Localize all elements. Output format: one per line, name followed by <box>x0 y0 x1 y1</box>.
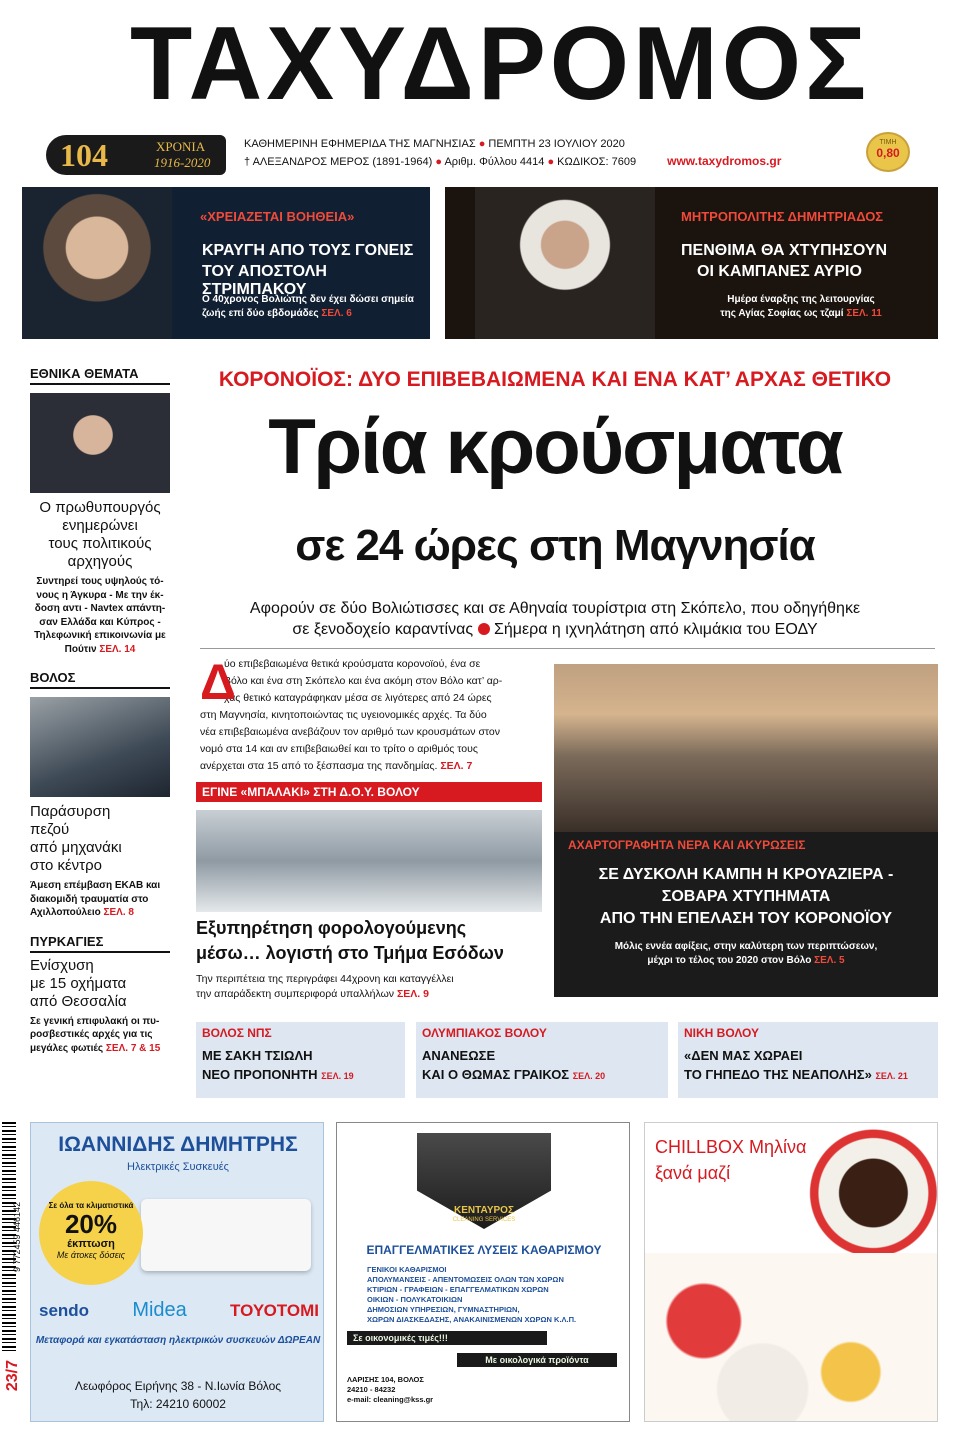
issue-number: Αριθμ. Φύλλου 4414 <box>444 156 545 168</box>
lead-deck-2b: Σήμερα η ιχνηλάτηση από κλιμάκια του ΕΟΔΥ <box>493 621 818 638</box>
sports-box-1[interactable] <box>196 1022 405 1098</box>
lead-kicker: ΚΟΡΟΝΟΪΟΣ: ΔΥΟ ΕΠΙΒΕΒΑΙΩΜΕΝΑ ΚΑΙ ΕΝΑ ΚΑΤ’ ΑΡΧΑΣ ΘΕΤΙΚΟ <box>218 368 892 391</box>
brand-sendo-logo: sendo <box>39 1300 90 1320</box>
brand-midea-logo: Midea <box>132 1299 187 1321</box>
ad-ioannidis[interactable] <box>30 1122 324 1422</box>
lead-body-line-1: ύο επιβεβαιωμένα θετικά κρούσματα κορονοϊού, ένα σε <box>224 658 481 670</box>
price-badge <box>866 132 910 172</box>
air-conditioner-image <box>141 1199 311 1271</box>
tax-body <box>196 972 544 1002</box>
paper-description: ΚΑΘΗΜΕΡΙΝΗ ΕΦΗΜΕΡΙΔΑ ΤΗΣ ΜΑΓΝΗΣΙΑΣ <box>244 138 476 150</box>
top-story-1-body-1: Ο 40χρονος Βολιώτης δεν έχει δώσει σημεία <box>202 294 414 305</box>
newspaper-title: ΤΑΧΥΔΡΟΜΟΣ <box>129 6 871 122</box>
years-badge <box>46 135 226 175</box>
sports-1-line-2: ΝΕΟ ΠΡΟΠΟΝΗΤΗ <box>202 1067 318 1082</box>
sidebar-3-headline-line: Ενίσχυση <box>30 956 94 974</box>
ad3-line-2: ξανά μαζί <box>655 1163 731 1183</box>
website-link[interactable]: www.taxydromos.gr <box>667 154 782 168</box>
lead-deck <box>176 598 934 640</box>
sports-2-kicker: ΟΛΥΜΠΙΑΚΟΣ ΒΟΛΟΥ <box>422 1026 547 1040</box>
tax-body-1: Την περιπέτεια της περιγράφει 44χρονη και καταγγέλλει <box>196 973 454 985</box>
sidebar-1-headline-line: τους πολιτικούς <box>48 535 152 552</box>
ad1-badge-mid: έκπτωση <box>67 1238 115 1250</box>
tax-page: ΣΕΛ. 9 <box>396 988 429 1000</box>
sidebar-2-headline-line: στο κέντρο <box>30 857 102 874</box>
cruise-ship-photo <box>554 664 938 832</box>
cruise-kicker: ΑΧΑΡΤΟΓΡΑΦΗΤΑ ΝΕΡΑ ΚΑΙ ΑΚΥΡΩΣΕΙΣ <box>568 838 806 852</box>
cruise-story[interactable] <box>554 664 938 997</box>
sports-2-page: ΣΕΛ. 20 <box>572 1071 606 1081</box>
sidebar-2-body-line: διακομιδή τραυματία στο <box>30 893 149 905</box>
sidebar-3-headline-line: με 15 οχήματα <box>30 974 127 992</box>
lead-headline-1[interactable]: Τρία κρούσματα <box>268 402 842 490</box>
ad1-note: Μεταφορά και εγκατάσταση ηλεκτρικών συσκευών ΔΩΡΕΑΝ <box>35 1335 321 1346</box>
lead-deck-1: Αφορούν σε δύο Βολιώτισσες και σε Αθηναία τουρίστρια στη Σκόπελο, που οδηγήθηκε <box>249 600 861 617</box>
ad1-badge-bottom: Με άτοκες δόσεις <box>56 1250 126 1260</box>
sports-1-line-1: ΜΕ ΣΑΚΗ ΤΣΙΩΛΗ <box>202 1048 313 1063</box>
ad2-service-item: ΑΠΟΛΥΜΑΝΣΕΙΣ - ΑΠΕΝΤΟΜΩΣΕΙΣ ΟΛΩΝ ΤΩΝ ΧΩΡΩΝ <box>367 1275 564 1284</box>
sidebar-1-headline[interactable] <box>30 499 170 571</box>
cruise-headline-2: ΣΟΒΑΡΑ ΧΤΥΠΗΜΑΤΑ <box>661 888 831 905</box>
tax-office-photo <box>196 810 542 912</box>
top-story-1-kicker: «ΧΡΕΙΑΖΕΤΑΙ ΒΟΗΘΕΙΑ» <box>200 209 355 224</box>
sports-1-page: ΣΕΛ. 19 <box>321 1071 354 1081</box>
sidebar-1-page: ΣΕΛ. 14 <box>99 643 136 655</box>
sidebar-2-body-line: Άμεση επέμβαση ΕΚΑΒ και <box>30 880 161 891</box>
top-story-1-body <box>202 293 414 321</box>
ad2-bar-2: Με οικολογικά προϊόντα <box>457 1353 617 1367</box>
sidebar-1-body-line: Συντηρεί τους υψηλούς τό- <box>36 576 164 587</box>
ad2-service-item: ΔΗΜΟΣΙΩΝ ΥΠΗΡΕΣΙΩΝ, ΓΥΜΝΑΣΤΗΡΙΩΝ, <box>367 1305 520 1314</box>
lead-body-line-7: ανέρχεται στα 15 από το ξέσπασμα της πανδημίας. <box>200 760 438 772</box>
lead-body-line-4: στη Μαγνησία, κινητοποιώντας τις υγειονομικές αρχές. Τα δύο <box>200 709 487 721</box>
sidebar-1-body <box>30 575 170 656</box>
barcode-date: 23/7 <box>4 1360 21 1392</box>
ad1-badge-percent: 20% <box>64 1209 118 1239</box>
sports-2-line-2: ΚΑΙ Ο ΘΩΜΑΣ ΓΡΑΙΚΟΣ <box>422 1067 570 1082</box>
ad1-address: Λεωφόρος Ειρήνης 38 - Ν.Ιωνία Βόλος <box>74 1379 282 1393</box>
sports-3-line-1: «ΔΕΝ ΜΑΣ ΧΩΡΑΕΙ <box>684 1048 803 1063</box>
sidebar-section-national: ΕΘΝΙΚΑ ΘΕΜΑΤΑ <box>30 366 170 385</box>
lead-body <box>200 656 538 775</box>
top-story-1-page: ΣΕΛ. 6 <box>321 308 352 319</box>
sports-3-line-2: ΤΟ ΓΗΠΕΔΟ ΤΗΣ ΝΕΑΠΟΛΗΣ» <box>684 1067 872 1082</box>
sidebar-3-body <box>30 1015 170 1056</box>
masthead-info: ΚΑΘΗΜΕΡΙΝΗ ΕΦΗΜΕΡΙΔΑ ΤΗΣ ΜΑΓΝΗΣΙΑΣ ● ΠΕΜΠΤΗ 23 ΙΟΥΛΙΟΥ 2020 † ΑΛΕΞΑΝΔΡΟΣ ΜΕΡΟΣ (1891-1964) ● Αριθμ. Φύλλου 4414 ● ΚΩΔΙΚΟΣ: 7609 www.taxydromos.gr <box>244 138 782 168</box>
top-story-2[interactable] <box>445 187 938 339</box>
lead-body-line-2: Βόλο και ένα στη Σκόπελο και ένα ακόμη στον Βόλο κατ’ αρ- <box>224 675 503 687</box>
top-story-1-body-2: ζωής επί δύο εβδομάδες <box>202 308 319 319</box>
cruise-body <box>554 940 938 968</box>
price-label: ΤΙΜΗ <box>879 139 897 146</box>
sidebar-3-headline-line: από Θεσσαλία <box>30 992 127 1010</box>
founder: † ΑΛΕΞΑΝΔΡΟΣ ΜΕΡΟΣ (1891-1964) <box>244 156 433 168</box>
ad2-title: ΕΠΑΓΓΕΛΜΑΤΙΚΕΣ ΛΥΣΕΙΣ ΚΑΘΑΡΙΣΜΟΥ <box>366 1243 602 1257</box>
issue-date: ΠΕΜΠΤΗ 23 ΙΟΥΛΙΟΥ 2020 <box>488 138 625 150</box>
cruise-headline-1: ΣΕ ΔΥΣΚΟΛΗ ΚΑΜΠΗ Η ΚΡΟΥΑΖΙΕΡΑ - <box>598 866 894 883</box>
sidebar-3-body-line: ροσβεστικές αρχές για τις <box>30 1029 153 1040</box>
issue-code: ΚΩΔΙΚΟΣ: 7609 <box>557 156 637 168</box>
years-number: 104 <box>60 137 108 173</box>
sidebar-1-headline-line: αρχηγούς <box>67 553 133 570</box>
sidebar-2-page: ΣΕΛ. 8 <box>103 907 134 918</box>
sports-box-3[interactable] <box>678 1022 938 1098</box>
ad2-contact <box>347 1375 433 1405</box>
top-story-2-body-2: της Αγίας Σοφίας ως τζαμί <box>720 308 844 319</box>
sidebar-1-body-line: Πούτιν <box>64 643 97 655</box>
price-value: 0,80 <box>876 146 900 160</box>
tax-headline-2: μέσω… λογιστή στο Τμήμα Εσόδων <box>196 943 504 963</box>
lead-headline-2[interactable]: σε 24 ώρες στη Μαγνησία <box>295 521 815 570</box>
sidebar-3-body-line: μεγάλες φωτιές <box>30 1042 104 1054</box>
sidebar-1-body-line: Τηλεφωνική επικοινωνία με <box>34 630 166 641</box>
sidebar-3-headline[interactable] <box>30 957 170 1011</box>
ad2-service-item: ΧΩΡΩΝ ΔΙΑΣΚΕΔΑΣΗΣ, ΑΝΑΚΑΙΝΙΣΜΕΝΩΝ ΧΩΡΩΝ Κ.Λ.Π. <box>367 1315 577 1324</box>
years-range: 1916-2020 <box>154 155 211 170</box>
ad1-phone: Τηλ: 24210 60002 <box>130 1397 226 1411</box>
lead-rule <box>200 648 935 649</box>
ad1-discount-badge <box>39 1181 143 1285</box>
sidebar-2-headline-line: πεζού <box>30 821 70 838</box>
lead-body-line-6: νομό στα 14 και αν επιβεβαιωθεί και το τρίτο ο αριθμός τους <box>200 743 478 755</box>
sidebar-1-headline-line: ενημερώνει <box>62 517 138 534</box>
sidebar-2-headline-line: από μηχανάκι <box>30 839 122 856</box>
man-portrait-photo <box>22 187 172 339</box>
ad2-brand-sub: CLEANING SERVICES <box>452 1217 516 1223</box>
top-story-2-body <box>681 293 921 321</box>
ad2-service-item: ΟΙΚΙΩΝ - ΠΟΛΥΚΑΤΟΙΚΙΩΝ <box>367 1295 463 1304</box>
sidebar-1-headline-line: Ο πρωθυπουργός <box>39 499 161 516</box>
sidebar-1-body-line: νους η Άγκυρα - Με την έκ- <box>36 589 164 601</box>
sidebar-2-headline[interactable] <box>30 803 170 875</box>
tax-headline-1: Εξυπηρέτηση φορολογούμενης <box>196 918 467 938</box>
lead-body-line-3: χάς θετικό καταγράφηκαν μέσα σε λιγότερες από 24 ώρες <box>224 692 492 704</box>
brand-toyotomi-logo: ΤΟΥΟΤΟΜΙ <box>230 1300 319 1320</box>
tax-kicker: ΕΓΙΝΕ «ΜΠΑΛΑΚΙ» ΣΤΗ Δ.Ο.Υ. ΒΟΛΟΥ <box>196 782 542 802</box>
sidebar-section-volos: ΒΟΛΟΣ <box>30 670 170 689</box>
sidebar-section-fires: ΠΥΡΚΑΓΙΕΣ <box>30 934 170 953</box>
bullet-icon <box>478 623 490 635</box>
top-story-2-headline-1: ΠΕΝΘΙΜΑ ΘΑ ΧΤΥΠΗΣΟΥΝ <box>681 242 888 259</box>
sports-3-kicker: ΝΙΚΗ ΒΟΛΟΥ <box>684 1026 760 1040</box>
top-story-1[interactable] <box>22 187 430 339</box>
cruise-headline <box>554 864 938 930</box>
ad2-brand: ΚΕΝΤΑΥΡΟΣ <box>454 1205 514 1216</box>
lead-deck-2a: σε ξενοδοχείο καραντίνας <box>292 621 474 638</box>
ad-kentavros[interactable] <box>336 1122 630 1422</box>
top-story-2-kicker: ΜΗΤΡΟΠΟΛΙΤΗΣ ΔΗΜΗΤΡΙΑΔΟΣ <box>681 209 884 224</box>
accident-scene-photo <box>30 697 170 797</box>
ad2-services-list <box>367 1265 617 1325</box>
tax-body-2: την απαράδεκτη συμπεριφορά υπαλλήλων <box>196 988 395 1000</box>
ad3-line-1: CHILLBOX Μηλίνα <box>655 1137 807 1157</box>
ad2-service-item: ΚΤΙΡΙΩΝ - ΓΡΑΦΕΙΩΝ - ΕΠΑΓΓΕΛΜΑΤΙΚΩΝ ΧΩΡΩΝ <box>367 1285 549 1294</box>
ad-chillbox[interactable] <box>644 1122 938 1422</box>
barcode <box>2 1122 24 1422</box>
sports-box-2[interactable] <box>416 1022 668 1098</box>
sidebar-2-body-line: Αχιλλοπούλειο <box>30 907 101 918</box>
prime-minister-photo <box>30 393 170 493</box>
sidebar <box>30 366 170 1106</box>
strawberry-photo <box>645 1253 938 1422</box>
ad2-phone: 24210 - 84232 <box>347 1385 396 1394</box>
ad2-address: ΛΑΡΙΣΗΣ 104, ΒΟΛΟΣ <box>347 1375 424 1384</box>
ad2-service-item: ΓΕΝΙΚΟΙ ΚΑΘΑΡΙΣΜΟΙ <box>367 1265 447 1274</box>
cruise-headline-3: ΑΠΟ ΤΗΝ ΕΠΕΛΑΣΗ ΤΟΥ ΚΟΡΟΝΟΪΟΥ <box>599 910 893 927</box>
sports-3-page: ΣΕΛ. 21 <box>875 1071 908 1081</box>
sports-2-line-1: ΑΝΑΝΕΩΣΕ <box>422 1048 496 1063</box>
years-label: ΧΡΟΝΙΑ <box>156 139 206 154</box>
sidebar-2-body <box>30 879 170 920</box>
top-story-1-headline-2: ΤΟΥ ΑΠΟΣΤΟΛΗ ΣΤΡΙΜΠΑΚΟΥ <box>202 263 327 298</box>
ad1-title: ΙΩΑΝΝΙΔΗΣ ΔΗΜΗΤΡΗΣ <box>58 1133 298 1156</box>
ad2-bar-1: Σε οικονομικές τιμές!!! <box>347 1331 547 1345</box>
barcode-number: 9 772459 446142 <box>12 1201 22 1273</box>
masthead <box>0 0 960 178</box>
ad2-email: e-mail: cleaning@kss.gr <box>347 1395 434 1404</box>
lead-page: ΣΕΛ. 7 <box>440 760 473 772</box>
top-story-1-headline-1: ΚΡΑΥΓΗ ΑΠΟ ΤΟΥΣ ΓΟΝΕΙΣ <box>202 242 414 259</box>
sidebar-3-page: ΣΕΛ. 7 & 15 <box>105 1042 161 1054</box>
top-story-2-headline-2: ΟΙ ΚΑΜΠΑΝΕΣ ΑΥΡΙΟ <box>697 263 862 280</box>
top-story-2-page: ΣΕΛ. 11 <box>846 308 882 319</box>
sidebar-2-headline-line: Παράσυρση <box>30 803 111 820</box>
tax-story[interactable] <box>196 782 544 1012</box>
cruise-body-2: μέχρι το τέλος του 2020 στον Βόλο <box>647 955 812 966</box>
sidebar-3-body-line: Σε γενική επιφυλακή οι πυ- <box>30 1015 160 1027</box>
ad1-badge-top: Σε όλα τα κλιματιστικά <box>48 1201 134 1210</box>
sidebar-1-body-line: σαν Ελλάδα και Κύπρος - <box>39 616 161 628</box>
cruise-page: ΣΕΛ. 5 <box>814 955 845 966</box>
sports-1-kicker: ΒΟΛΟΣ ΝΠΣ <box>202 1026 272 1040</box>
metropolitan-portrait-photo <box>475 187 655 339</box>
lead-body-line-5: νέα επιβεβαιωμένα ανεβάζουν τον αριθμό των κρουσμάτων στον <box>200 726 501 738</box>
cruise-body-1: Μόλις εννέα αφίξεις, στην καλύτερη των περιπτώσεων, <box>614 941 878 952</box>
ad1-subtitle: Ηλεκτρικές Συσκευές <box>127 1161 229 1173</box>
top-story-2-body-1: Ημέρα έναρξης της λειτουργίας <box>727 294 875 305</box>
lead-dropcap: Δ <box>200 654 236 710</box>
sidebar-1-body-line: δοση αντι - Navtex απάντη- <box>34 603 166 614</box>
